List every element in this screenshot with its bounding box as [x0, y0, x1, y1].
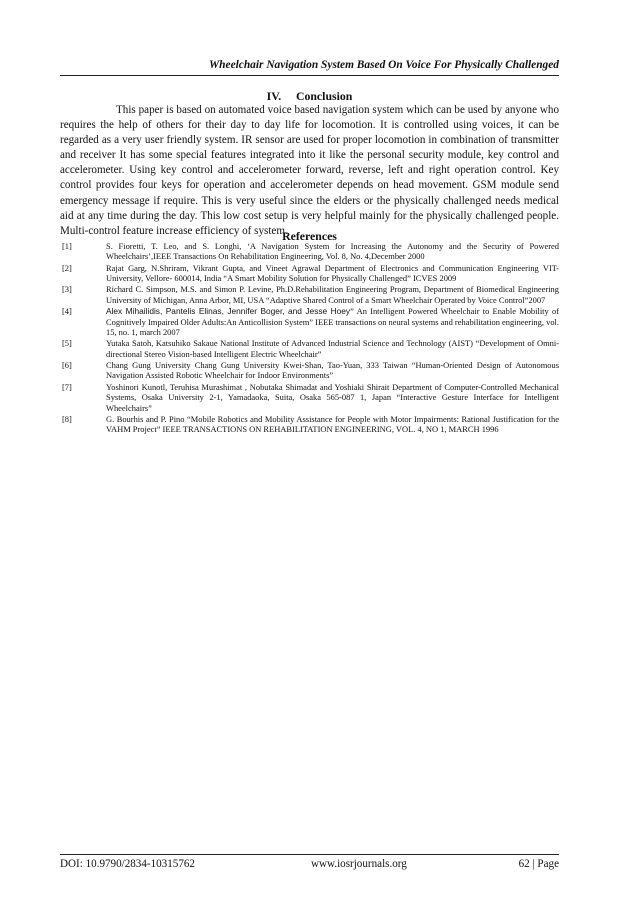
reference-number: [3] — [62, 284, 72, 295]
reference-number: [6] — [62, 359, 72, 370]
conclusion-number: IV. — [266, 89, 282, 103]
reference-number: [8] — [62, 413, 72, 424]
footer-page-number: 62 | Page — [518, 858, 559, 870]
reference-number: [7] — [62, 381, 72, 392]
running-header: Wheelchair Navigation System Based On Voice For Physically Challenged — [209, 59, 559, 71]
reference-item — [60, 338, 559, 359]
header-rule — [60, 75, 559, 76]
reference-item — [60, 306, 559, 337]
reference-text — [106, 306, 559, 337]
footer-doi: DOI: 10.9790/2834-10315762 — [60, 858, 195, 870]
reference-list — [60, 241, 559, 436]
reference-item — [60, 241, 559, 262]
footer-website: www.iosrjournals.org — [311, 858, 407, 870]
reference-authors: Alex Mihailidis, Pantelis Elinas, Jennifer Boger, and Jesse Hoey — [106, 306, 351, 317]
conclusion-title: Conclusion — [295, 89, 353, 103]
reference-text: Yutaka Satoh, Katsuhiko Sakaue National Institute of Advanced Industrial Science and Technology (AIST) “Development of Omni-directional Stereo Vision-based Intelligent Electric Wheelchair” — [106, 338, 559, 359]
reference-text: Rajat Garg, N.Shriram, Vikrant Gupta, and Vineet Agrawal Department of Electronics and Communication Engineering VIT-University, Vellore- 600014, India “A Smart Mobility Solution for Physically Challenged” ICVES 2009 — [106, 262, 559, 284]
conclusion-paragraph: This paper is based on automated voice based navigation system which can be used by anyone who requires the help of others for their day to day life for locomotion. It is controlled using voices, it can be regarded as a very user friendly system. IR sensor are used for proper locomotion in combination of transmitter and receiver It has some special features integrated into it like the personal security module, key control and accelerometer. Using key control and accelerometer forward, reverse, left and right operation control. Key control provides four keys for operation and accelerometer depends on head movement. GSM module send emergency message if require. This is very useful since the elders or the physically challenged needs medical aid at any time during the day. This low cost setup is very helpful mainly for the physically challenged people. Multi-control feature increase efficiency of system. — [60, 104, 559, 237]
reference-text: G. Bourhis and P. Pino “Mobile Robotics and Mobility Assistance for People with Motor Impairments: Rational Justification for the VAHM Project” IEEE TRANSACTIONS ON REHABILITATION ENGINEERING, VOL. 4, NO 1, MARCH 1996 — [106, 413, 559, 435]
reference-item — [60, 382, 559, 413]
reference-number: [1] — [62, 241, 72, 251]
reference-body: ” An Intelligent Powered Wheelchair to Enable Mobility of Cognitively Impaired Older Adults:An Anticollision System” IEEE transactions on neural systems and rehabilitation engineering, vol. 15, no. 1, march 2007 — [106, 306, 559, 338]
references-heading: References — [282, 229, 337, 243]
reference-text: S. Fioretti, T. Leo, and S. Longhi, ‘A Navigation System for Increasing the Autonomy and the Security of Powered Wheelchairs’,IEEE Transactions On Rehabilitation Engineering, Vol. 8, No. 4,December 2000 — [106, 241, 559, 262]
conclusion-heading — [60, 89, 559, 104]
reference-item — [60, 263, 559, 284]
reference-number: [4] — [62, 306, 72, 317]
reference-text: Richard C. Simpson, M.S. and Simon P. Levine, Ph.D.Rehabilitation Engineering Program, Department of Biomedical Engineering University of Michigan, Anna Arbor, MI, USA “Adaptive Shared Control of a Smart Wheelchair Operated by Voice Control”2007 — [106, 284, 559, 305]
reference-item — [60, 414, 559, 435]
reference-item — [60, 360, 559, 381]
reference-item — [60, 284, 559, 305]
footer-rule — [60, 854, 559, 855]
reference-text: Yoshinori Kunotl, Teruhisa Murashimat , Nobutaka Shimadat and Yoshiaki Shirait Department of Computer-Controlled Mechanical Systems, Osaka University 2-1, Yamadaoka, Suita, Osaka 565-087 1, Japan “Interactive Gesture Interface for Intelligent Wheelchairs” — [106, 381, 559, 413]
reference-number: [2] — [62, 262, 72, 273]
reference-number: [5] — [62, 338, 72, 349]
reference-text: Chang Gung University Chang Gung University Kwei-Shan, Tao-Yuan, 333 Taiwan “Human-Oriented Design of Autonomous Navigation Assisted Robotic Wheelchair for Indoor Environments” — [106, 359, 559, 381]
